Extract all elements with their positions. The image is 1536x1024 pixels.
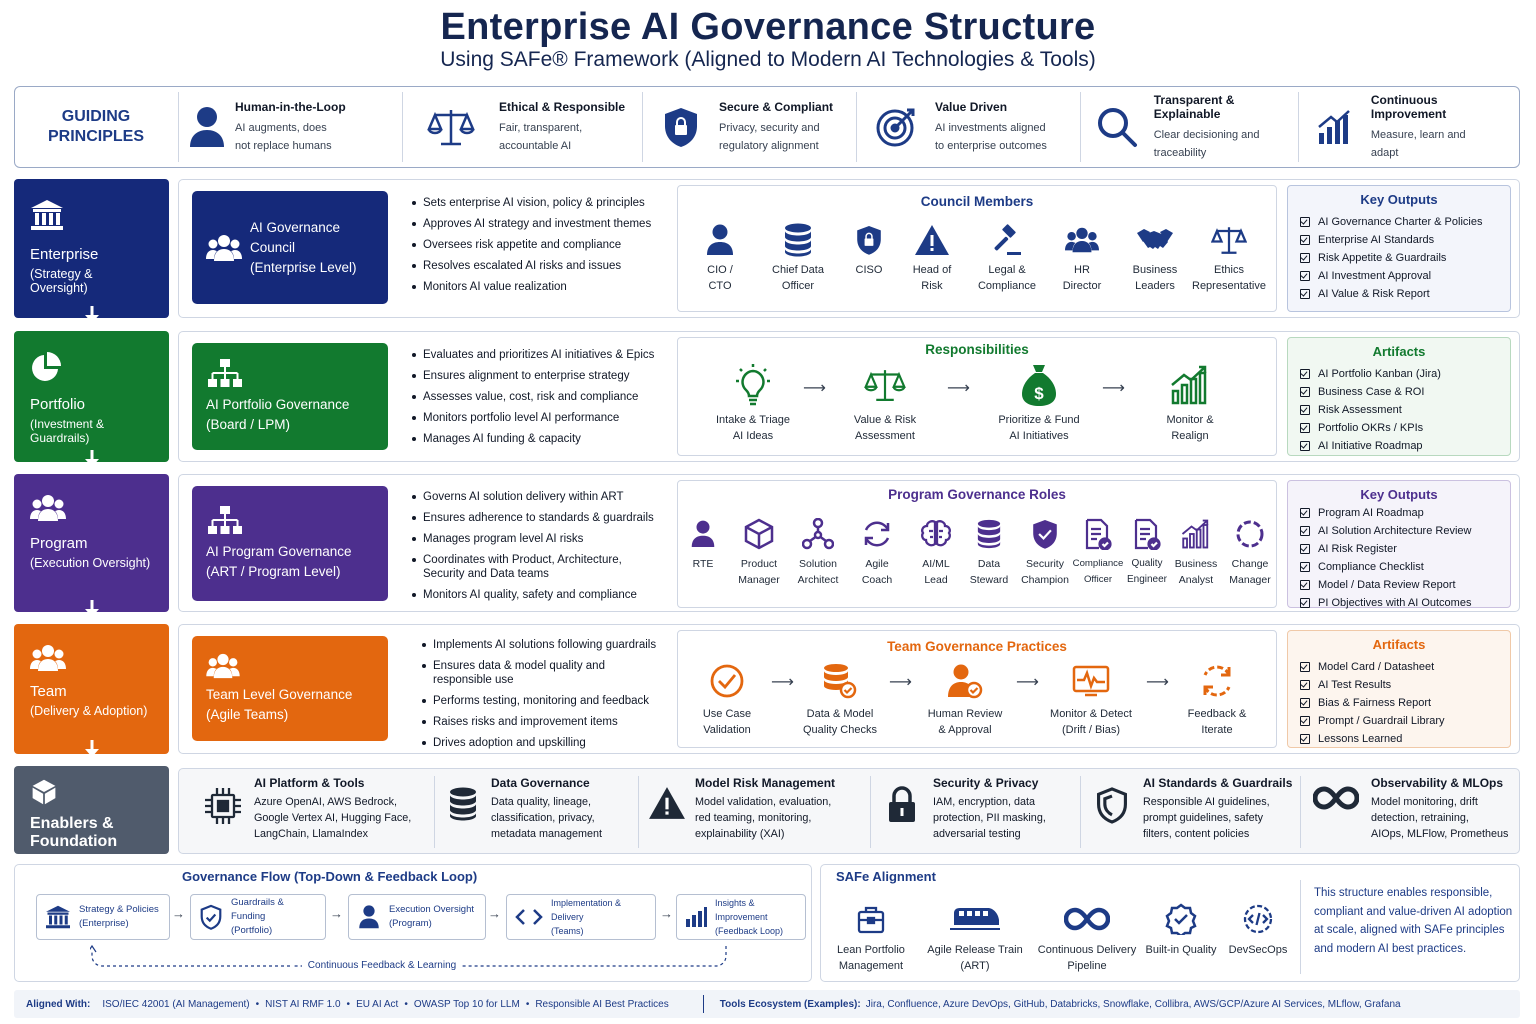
infinity-icon: [1034, 902, 1140, 936]
output-item: Model Card / Datasheet: [1298, 658, 1500, 676]
output-item: AI Governance Charter & Policies: [1298, 213, 1500, 231]
tools-label: Tools Ecosystem (Examples):: [719, 998, 861, 1010]
train-icon: [920, 902, 1030, 936]
divider: [1300, 880, 1301, 974]
bullet-item: Resolves escalated AI risks and issues: [410, 259, 672, 273]
bar-chart-icon: [685, 907, 707, 927]
flow-step-label: Guardrails & Funding (Portfolio): [231, 897, 284, 936]
group-icon: [1045, 222, 1119, 258]
principle-desc: Measure, learn and adapt: [1370, 128, 1466, 159]
panel-title: Responsibilities: [925, 342, 1029, 357]
member-head-of-risk: [895, 222, 969, 294]
cycle-icon: [1224, 516, 1276, 552]
outputs-title: Artifacts: [1372, 344, 1426, 359]
safe-item-label: DevSecOps: [1228, 944, 1288, 956]
gov-title: AI Governance Council (Enterprise Level): [250, 219, 357, 275]
down-arrow-icon: [84, 600, 100, 618]
practice-monitor-detect: [1040, 660, 1142, 738]
bullet-item: Governs AI solution delivery within ART: [410, 490, 672, 504]
enabler-model-risk: [638, 776, 870, 848]
member-ethics: [1192, 222, 1266, 294]
output-item: AI Investment Approval: [1298, 267, 1500, 285]
principle-title: Ethical & Responsible: [499, 99, 626, 114]
bullet-item: Ensures adherence to standards & guardrails: [410, 511, 672, 525]
target-icon: [857, 106, 935, 148]
output-item: Risk Assessment: [1298, 401, 1500, 419]
output-item: AI Value & Risk Report: [1298, 285, 1500, 303]
bullet-item: Approves AI strategy and investment themes: [410, 217, 672, 231]
divider: [703, 995, 704, 1013]
level-name: Program: [30, 535, 88, 552]
member-label: Legal & Compliance: [977, 264, 1037, 292]
enabler-ai-standards: [1080, 776, 1300, 848]
outputs-title: Key Outputs: [1360, 192, 1438, 207]
safe-devsecops: [1226, 902, 1290, 958]
ai-governance-council-card: [192, 191, 388, 304]
bullet-item: Evaluates and prioritizes AI initiatives & Epics: [410, 348, 672, 362]
bullet-separator: •: [255, 998, 260, 1010]
document-check-icon: [1072, 516, 1124, 552]
safe-item-label: Agile Release Train (ART): [927, 944, 1023, 972]
role-label: Compliance Officer: [1072, 558, 1124, 585]
program-bullets: [410, 490, 672, 609]
level-name: Enablers &: [30, 815, 114, 832]
role-security-champion: [1016, 516, 1074, 588]
level-sub: (Investment & Guardrails): [30, 417, 105, 445]
output-item: Bias & Fairness Report: [1298, 694, 1500, 712]
ai-portfolio-governance-card: [192, 343, 388, 450]
infinity-icon: [1301, 776, 1371, 810]
down-arrow-icon: [84, 306, 100, 324]
level-program: [14, 474, 169, 612]
portfolio-artifacts: [1287, 337, 1511, 456]
enabler-security-privacy: [870, 776, 1080, 848]
level-sub: (Delivery & Adoption): [30, 704, 148, 718]
team-artifacts: [1287, 630, 1511, 748]
role-quality-engineer: [1122, 516, 1172, 588]
practice-label: Data & Model Quality Checks: [803, 708, 877, 736]
building-icon: [45, 905, 71, 929]
bullet-item: Drives adoption and upskilling: [420, 736, 682, 750]
bullet-separator: •: [525, 998, 530, 1010]
shield-check-icon: [1016, 516, 1074, 552]
member-cdo: [761, 222, 835, 294]
document-check-icon: [1122, 516, 1172, 552]
flow-step-label: Insights & Improvement (Feedback Loop): [715, 898, 784, 936]
handshake-icon: [1118, 222, 1192, 258]
role-label: AI/ML Lead: [922, 558, 950, 586]
shield-icon: [199, 904, 223, 930]
principle-desc: AI augments, does not replace humans: [235, 121, 332, 152]
refresh-icon: [1176, 660, 1258, 702]
enabler-desc: Data quality, lineage, classification, privacy, metadata management: [491, 796, 603, 840]
enabler-desc: Model monitoring, drift detection, retraining, AIOps, MLFlow, Prometheus: [1371, 796, 1509, 840]
principle-title: Value Driven: [935, 99, 1008, 114]
step-label: Value & Risk Assessment: [853, 414, 917, 442]
role-label: Change Manager: [1229, 558, 1271, 586]
principle-ethical: [402, 92, 642, 162]
group-icon: [206, 653, 352, 679]
arrow-right-icon: ⟶: [1146, 674, 1169, 691]
principle-title: Secure & Compliant: [719, 99, 834, 114]
enterprise-bullets: [410, 196, 672, 301]
flow-step-label: Strategy & Policies (Enterprise): [79, 904, 159, 929]
enabler-title: Model Risk Management: [695, 776, 836, 790]
badge-check-icon: [1140, 902, 1222, 936]
team-bullets: [420, 638, 682, 757]
role-label: Solution Architect: [797, 558, 839, 586]
level-name: Enterprise: [30, 246, 99, 263]
practice-human-review: [918, 660, 1012, 738]
standard-item: OWASP Top 10 for LLM: [413, 998, 520, 1010]
database-icon: [435, 776, 491, 822]
role-label: Product Manager: [738, 558, 780, 586]
output-item: AI Solution Architecture Review: [1298, 522, 1500, 540]
level-enablers: [14, 766, 169, 854]
chip-icon: [192, 776, 254, 826]
member-cio: [683, 222, 757, 294]
role-agile-coach: [850, 516, 904, 588]
practice-label: Monitor & Detect (Drift / Bias): [1050, 708, 1132, 736]
member-legal: [970, 222, 1044, 294]
flow-step-insights: [676, 894, 806, 940]
flow-step-label: Execution Oversight (Program): [389, 904, 475, 929]
database-check-icon: [795, 660, 885, 702]
panel-title: Program Governance Roles: [888, 487, 1066, 502]
output-item: Business Case & ROI: [1298, 383, 1500, 401]
output-item: AI Risk Register: [1298, 540, 1500, 558]
person-icon: [680, 516, 726, 552]
standard-item: ISO/IEC 42001 (AI Management): [102, 998, 250, 1010]
enterprise-key-outputs: [1287, 185, 1511, 312]
gavel-icon: [970, 222, 1044, 258]
scales-icon: [403, 107, 499, 147]
outputs-title: Artifacts: [1372, 637, 1426, 652]
safe-art: [920, 902, 1030, 974]
code-icon: [515, 907, 543, 927]
role-compliance-officer: [1072, 516, 1124, 588]
enabler-title: Data Governance: [491, 776, 590, 790]
page-subtitle: Using SAFe® Framework (Aligned to Modern AI Technologies & Tools): [440, 48, 1096, 71]
person-icon: [357, 905, 381, 929]
arrow-right-icon: ⟶: [803, 380, 826, 397]
database-icon: [761, 222, 835, 258]
standard-item: NIST AI RMF 1.0: [265, 998, 341, 1010]
principle-desc: Clear decisioning and traceability: [1153, 128, 1260, 159]
pie-chart-icon: [30, 351, 62, 383]
group-icon: [30, 644, 66, 672]
principle-desc: Privacy, security and regulatory alignment: [719, 121, 820, 152]
bullet-item: Implements AI solutions following guardrails: [420, 638, 682, 652]
level-sub: (Execution Oversight): [30, 556, 151, 570]
safe-title: SAFe Alignment: [836, 869, 936, 884]
cube-icon: [730, 516, 788, 552]
practice-data-model: [795, 660, 885, 738]
lightbulb-icon: [705, 362, 801, 408]
bullet-item: Coordinates with Product, Architecture, Security and Data teams: [410, 553, 672, 581]
level-name: Team: [30, 683, 67, 700]
role-change-manager: [1224, 516, 1276, 588]
safe-item-label: Lean Portfolio Management: [837, 944, 905, 972]
role-data-steward: [964, 516, 1014, 588]
bullet-item: Sets enterprise AI vision, policy & principles: [410, 196, 672, 210]
hierarchy-icon: [208, 359, 349, 387]
bullet-item: Oversees risk appetite and compliance: [410, 238, 672, 252]
database-icon: [964, 516, 1014, 552]
enabler-data-governance: [434, 776, 638, 848]
money-bag-icon: [984, 362, 1094, 408]
building-icon: [30, 199, 64, 231]
bar-growth-icon: [1142, 362, 1238, 408]
step-prioritize: [984, 362, 1094, 444]
flow-step-label: Implementation & Delivery (Teams): [551, 898, 622, 936]
output-item: Compliance Checklist: [1298, 558, 1500, 576]
enabler-desc: Azure OpenAI, AWS Bedrock, Google Vertex AI, Hugging Face, LangChain, LlamaIndex: [254, 796, 412, 840]
flow-title: Governance Flow (Top-Down & Feedback Loop): [182, 869, 478, 884]
arrow-right-icon: →: [330, 906, 343, 921]
cube-icon: [30, 778, 58, 806]
ai-program-governance-card: [192, 486, 388, 601]
bullet-item: Performs testing, monitoring and feedback: [420, 694, 682, 708]
level-sub: Foundation: [30, 833, 118, 850]
flow-step-execution: [348, 894, 486, 940]
flow-step-implementation: [506, 894, 656, 940]
step-intake: [705, 362, 801, 444]
bullet-item: Raises risks and improvement items: [420, 715, 682, 729]
portfolio-bullets: [410, 348, 672, 453]
practice-feedback: [1176, 660, 1258, 738]
member-label: HR Director: [1062, 264, 1102, 292]
gov-title: Team Level Governance (Agile Teams): [206, 686, 353, 722]
role-label: Quality Engineer: [1126, 558, 1168, 585]
bullet-item: Manages program level AI risks: [410, 532, 672, 546]
step-value-risk: [837, 362, 933, 444]
tools-list: Jira, Confluence, Azure DevOps, GitHub, Databricks, Snowflake, Collibra, AWS/GCP/Azure AI Services, MLflow, Grafana: [865, 998, 1401, 1010]
network-icon: [790, 516, 846, 552]
scales-icon: [837, 362, 933, 408]
group-icon: [206, 234, 242, 262]
standard-item: Responsible AI Best Practices: [535, 998, 669, 1010]
role-ai-ml-lead: [908, 516, 964, 588]
output-item: Program AI Roadmap: [1298, 504, 1500, 522]
gov-title: AI Portfolio Governance (Board / LPM): [206, 396, 350, 432]
arrow-right-icon: →: [172, 906, 185, 921]
magnifier-icon: [1081, 106, 1154, 148]
bullet-item: Ensures alignment to enterprise strategy: [410, 369, 672, 383]
enabler-desc: Model validation, evaluation, red teaming, monitoring, explainability (XAI): [695, 796, 832, 840]
level-enterprise: [14, 179, 169, 318]
role-rte: [680, 516, 726, 572]
step-label: Prioritize & Fund AI Initiatives: [998, 414, 1080, 442]
standard-item: EU AI Act: [356, 998, 399, 1010]
bar-growth-icon: [1299, 109, 1371, 145]
role-solution-architect: [790, 516, 846, 588]
arrow-right-icon: ⟶: [889, 674, 912, 691]
output-item: AI Initiative Roadmap: [1298, 437, 1500, 455]
bullet-item: Monitors AI quality, safety and compliance: [410, 588, 672, 602]
output-item: AI Portfolio Kanban (Jira): [1298, 365, 1500, 383]
principle-title: Transparent & Explainable: [1153, 92, 1235, 121]
role-product-manager: [730, 516, 788, 588]
enabler-desc: Responsible AI guidelines, prompt guidelines, safety filters, content policies: [1143, 796, 1270, 840]
panel-title: Council Members: [920, 194, 1034, 209]
team-level-governance-card: [192, 636, 388, 741]
safe-lean-portfolio: [816, 902, 926, 974]
practice-label: Feedback & Iterate: [1187, 708, 1247, 736]
safe-item-label: Built-in Quality: [1145, 944, 1217, 956]
safe-note: This structure enables responsible, compliant and value-driven AI adoption at scale, aligned with SAFe principles and modern AI best practices.: [1314, 887, 1513, 955]
bullet-item: Manages AI funding & capacity: [410, 432, 672, 446]
output-item: Enterprise AI Standards: [1298, 231, 1500, 249]
output-item: PI Objectives with AI Outcomes: [1298, 594, 1500, 612]
arrow-right-icon: →: [660, 906, 673, 921]
step-label: Monitor & Realign: [1166, 414, 1214, 442]
gov-title: AI Program Governance (ART / Program Level): [206, 543, 352, 579]
aligned-label: Aligned With:: [26, 998, 91, 1010]
person-check-icon: [918, 660, 1012, 702]
arrow-right-icon: ⟶: [1102, 380, 1125, 397]
output-item: AI Test Results: [1298, 676, 1500, 694]
level-sub: (Strategy & Oversight): [30, 267, 93, 295]
principle-title: Human-in-the-Loop: [235, 99, 346, 114]
brain-icon: [908, 516, 964, 552]
role-label: Business Analyst: [1174, 558, 1218, 586]
principle-continuous: [1298, 92, 1516, 162]
member-label: CIO / CTO: [707, 264, 733, 292]
output-item: Risk Appetite & Guardrails: [1298, 249, 1500, 267]
briefcase-icon: [816, 902, 926, 936]
member-label: Chief Data Officer: [772, 264, 824, 292]
guiding-principles-heading: GUIDING PRINCIPLES: [47, 108, 144, 145]
person-icon: [179, 106, 235, 148]
principle-title: Continuous Improvement: [1370, 92, 1447, 121]
bullet-item: Ensures data & model quality and responsible use: [420, 659, 682, 687]
cycle-icon: [850, 516, 904, 552]
outputs-title: Key Outputs: [1360, 487, 1438, 502]
level-portfolio: [14, 331, 169, 462]
step-monitor: [1142, 362, 1238, 444]
principle-desc: Fair, transparent, accountable AI: [499, 121, 583, 152]
member-label: Business Leaders: [1132, 264, 1178, 292]
output-item: Portfolio OKRs / KPIs: [1298, 419, 1500, 437]
role-label: Data Steward: [969, 558, 1009, 586]
pulse-monitor-icon: [1040, 660, 1142, 702]
arrow-right-icon: ⟶: [1016, 674, 1039, 691]
flow-step-guardrails: [190, 894, 326, 940]
bullet-item: Monitors portfolio level AI performance: [410, 411, 672, 425]
role-label: Agile Coach: [861, 558, 893, 586]
svg-text:$: $: [1034, 384, 1044, 403]
member-business-leaders: [1118, 222, 1192, 294]
enabler-title: Observability & MLOps: [1371, 776, 1504, 790]
lock-icon: [871, 776, 933, 824]
principle-transparent: [1080, 92, 1298, 162]
member-label: Ethics Representative: [1192, 264, 1266, 292]
person-icon: [683, 222, 757, 258]
role-label: RTE: [692, 558, 714, 570]
shield-lock-icon: [643, 106, 719, 148]
arrow-right-icon: →: [488, 906, 501, 921]
panel-title: Team Governance Practices: [887, 639, 1067, 654]
footer-bar: [14, 990, 1520, 1018]
bullet-item: Monitors AI value realization: [410, 280, 672, 294]
flow-step-strategy: [36, 894, 170, 940]
enabler-observability: [1300, 776, 1516, 848]
shield-icon: [1081, 776, 1143, 824]
bar-growth-icon: [1170, 516, 1222, 552]
principle-human-in-the-loop: [178, 92, 402, 162]
down-arrow-icon: [84, 740, 100, 758]
warning-icon: [639, 776, 695, 820]
enabler-desc: IAM, encryption, data protection, PII masking, adversarial testing: [933, 796, 1046, 840]
role-business-analyst: [1170, 516, 1222, 588]
check-circle-icon: [684, 660, 770, 702]
page-title: Enterprise AI Governance Structure: [440, 6, 1096, 48]
practice-use-case: [684, 660, 770, 738]
group-icon: [30, 494, 66, 522]
principle-desc: AI investments aligned to enterprise outcomes: [935, 121, 1047, 152]
enabler-title: Security & Privacy: [933, 776, 1039, 790]
principle-value: [856, 92, 1080, 162]
level-name: Portfolio: [30, 396, 86, 413]
bullet-item: Assesses value, cost, risk and compliance: [410, 390, 672, 404]
output-item: Lessons Learned: [1298, 730, 1500, 748]
down-arrow-icon: [84, 450, 100, 468]
bullet-separator: •: [404, 998, 408, 1010]
role-label: Security Champion: [1021, 558, 1069, 586]
output-item: Model / Data Review Report: [1298, 576, 1500, 594]
safe-cdp: [1034, 902, 1140, 974]
program-key-outputs: [1287, 480, 1511, 608]
arrow-right-icon: ⟶: [771, 674, 794, 691]
member-label: Head of Risk: [912, 264, 952, 292]
arrow-right-icon: ⟶: [947, 380, 970, 397]
level-team: [14, 624, 169, 754]
hierarchy-icon: [208, 506, 352, 534]
safe-built-in-quality: [1140, 902, 1222, 958]
principle-secure: [642, 92, 856, 162]
member-label: CISO: [855, 264, 883, 276]
enabler-ai-platform: [192, 776, 432, 848]
scales-icon: [1192, 222, 1266, 258]
practice-label: Use Case Validation: [702, 708, 752, 736]
output-item: Prompt / Guardrail Library: [1298, 712, 1500, 730]
gear-code-icon: [1226, 902, 1290, 936]
feedback-loop-label: Continuous Feedback & Learning: [90, 960, 674, 971]
bullet-separator: •: [346, 998, 351, 1010]
step-label: Intake & Triage AI Ideas: [716, 414, 790, 442]
enabler-title: AI Platform & Tools: [254, 776, 365, 790]
enabler-title: AI Standards & Guardrails: [1143, 776, 1293, 790]
warning-icon: [895, 222, 969, 258]
safe-item-label: Continuous Delivery Pipeline: [1037, 944, 1137, 972]
member-hr: [1045, 222, 1119, 294]
practice-label: Human Review & Approval: [927, 708, 1003, 736]
